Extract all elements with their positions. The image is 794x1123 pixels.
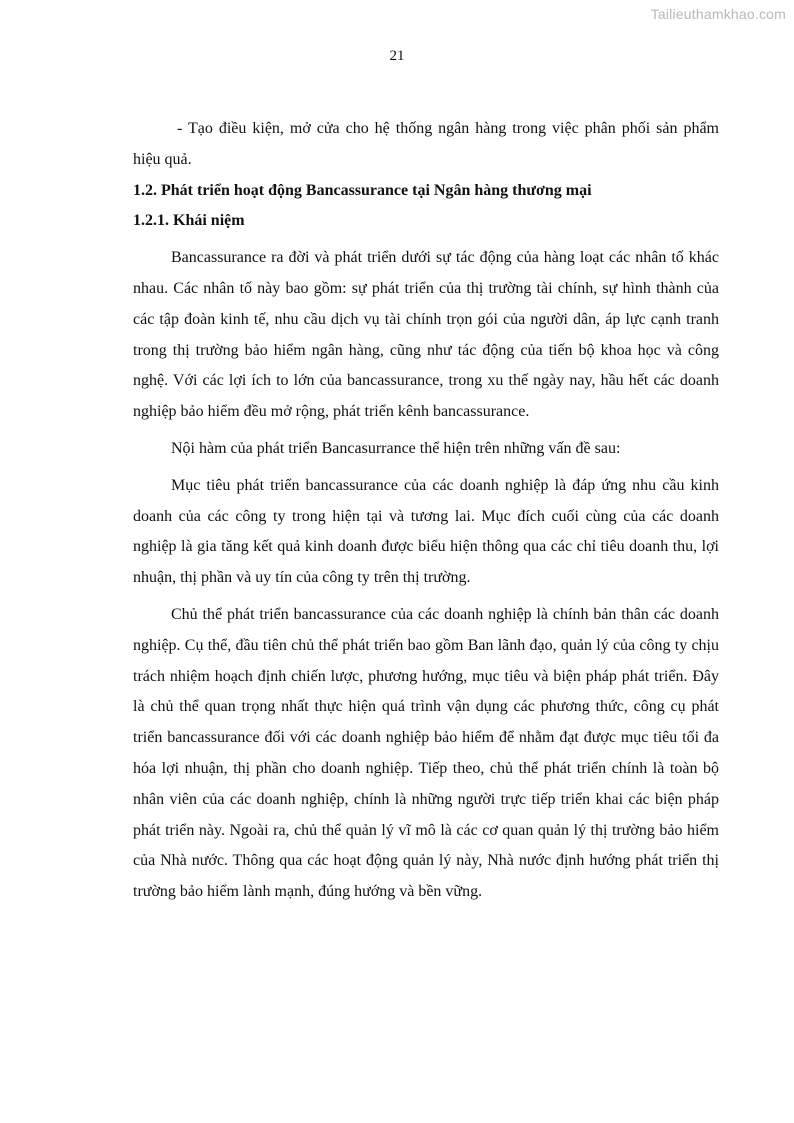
subsection-heading: 1.2.1. Khái niệm: [133, 212, 245, 230]
paragraph-4: Chủ thể phát triển bancassurance của các doanh nghiệp là chính bản thân các doanh nghiệp. Cụ thể, đầu tiên chủ thể phát triển bao gồm Ban lãnh đạo, quản lý của công ty chịu trách nhiệm hoạch định chiến lược, phương hướng, mục tiêu và biện pháp phát triển. Đây là chủ thể quan trọng nhất thực hiện quá trình vận dụng các phương thức, công cụ phát triển bancassurance đối với các doanh nghiệp bảo hiểm để nhằm đạt được mục tiêu tối đa hóa lợi nhuận, thị phần cho doanh nghiệp. Tiếp theo, chủ thể phát triển chính là toàn bộ nhân viên của các doanh nghiệp, chính là những người trực tiếp triển khai các biện pháp phát triển này. Ngoài ra, chủ thể quản lý vĩ mô là các cơ quan quản lý thị trường bảo hiểm của Nhà nước. Thông qua các hoạt động quản lý này, Nhà nước định hướng phát triển thị trường bảo hiểm lành mạnh, đúng hướng và bền vững.: [133, 605, 719, 901]
bullet-item: - Tạo điều kiện, mở cửa cho hệ thống ngân hàng trong việc phân phối sản phẩm hiệu quả.: [133, 120, 719, 168]
document-body: [133, 114, 719, 908]
paragraph-2: Nội hàm của phát triển Bancasurrance thể hiện trên những vấn đề sau:: [171, 439, 621, 457]
paragraph-1: Bancassurance ra đời và phát triển dưới sự tác động của hàng loạt các nhân tố khác nhau. Các nhân tố này bao gồm: sự phát triển của thị trường tài chính, sự hình thành của các tập đoàn kinh tế, nhu cầu dịch vụ tài chính trọn gói của người dân, áp lực cạnh tranh trong thị trường bảo hiểm ngân hàng, cũng như tác động của tiến bộ khoa học và công nghệ. Với các lợi ích to lớn của bancassurance, trong xu thế ngày nay, hầu hết các doanh nghiệp bảo hiểm đều mở rộng, phát triển kênh bancassurance.: [133, 249, 719, 421]
watermark: Tailieuthamkhao.com: [650, 6, 786, 22]
paragraph-3: Mục tiêu phát triển bancassurance của các doanh nghiệp là đáp ứng nhu cầu kinh doanh của các công ty trong hiện tại và tương lai. Mục đích cuối cùng của các doanh nghiệp là gia tăng kết quả kinh doanh được biểu hiện thông qua các chỉ tiêu doanh thu, lợi nhuận, thị phần và uy tín của công ty trên thị trường.: [133, 476, 719, 587]
page-number: 21: [389, 48, 405, 64]
section-heading: 1.2. Phát triển hoạt động Bancassurance tại Ngân hàng thương mại: [133, 181, 592, 199]
